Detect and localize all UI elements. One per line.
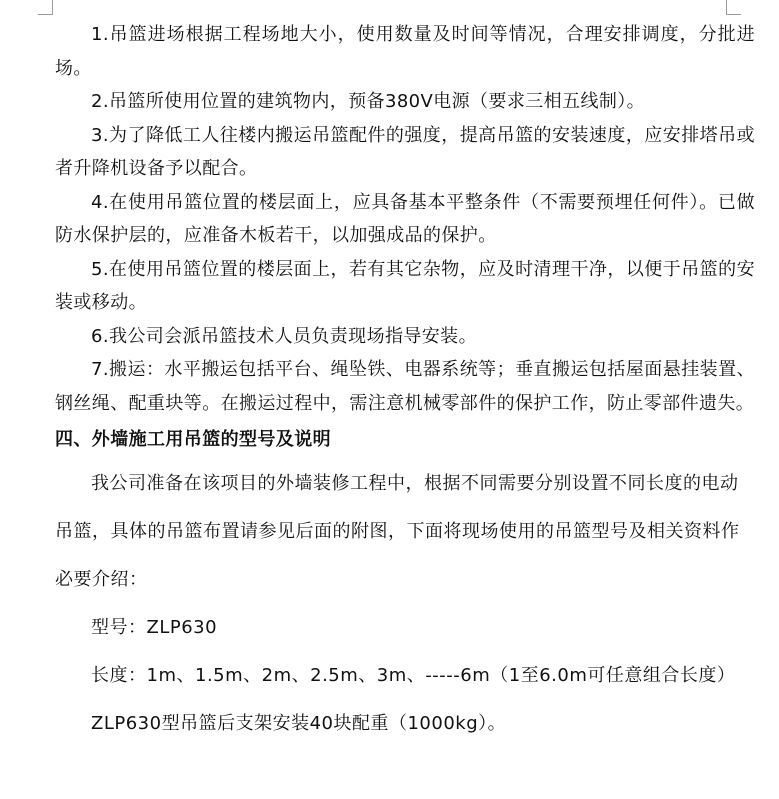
list-item-2: 2.吊篮所使用位置的建筑物内，预备380V电源（要求三相五线制）。 bbox=[91, 91, 646, 112]
document-body bbox=[55, 18, 755, 748]
weight-line: ZLP630型吊篮后支架安装40块配重（1000kg）。 bbox=[91, 713, 507, 734]
page-corner-mark-left bbox=[38, 0, 53, 15]
page-corner-mark-right bbox=[726, 0, 741, 15]
list-item-6: 6.我公司会派吊篮技术人员负责现场指导安装。 bbox=[91, 325, 477, 347]
length-line: 长度：1m、1.5m、2m、2.5m、3m、-----6m（1至6.0m可任意组合长度） bbox=[91, 665, 736, 686]
list-item-3: 3.为了降低工人往楼内搬运吊篮配件的强度，提高吊篮的安装速度，应安排塔吊或者升降机设备予以配合。 bbox=[55, 124, 755, 179]
section-heading: 四、外墙施工用吊篮的型号及说明 bbox=[55, 429, 331, 450]
model-line: 型号：ZLP630 bbox=[91, 617, 218, 638]
list-item-4: 4.在使用吊篮位置的楼层面上，应具备基本平整条件（不需要预埋任何件）。已做防水保护层的，应准备木板若干，以加强成品的保护。 bbox=[55, 191, 755, 246]
list-item-5: 5.在使用吊篮位置的楼层面上，若有其它杂物，应及时清理干净，以便于吊篮的安装或移动。 bbox=[55, 258, 755, 313]
list-item-7: 7.搬运：水平搬运包括平台、绳坠铁、电器系统等；垂直搬运包括屋面悬挂装置、钢丝绳、配重块等。在搬运过程中，需注意机械零部件的保护工作，防止零部件遗失。 bbox=[55, 359, 755, 414]
list-item-1: 1.吊篮进场根据工程场地大小，使用数量及时间等情况，合理安排调度，分批进场。 bbox=[55, 24, 755, 79]
intro-paragraph: 我公司准备在该项目的外墙装修工程中，根据不同需要分别设置不同长度的电动吊篮，具体的吊篮布置请参见后面的附图，下面将现场使用的吊篮型号及相关资料作必要介绍： bbox=[55, 473, 740, 590]
